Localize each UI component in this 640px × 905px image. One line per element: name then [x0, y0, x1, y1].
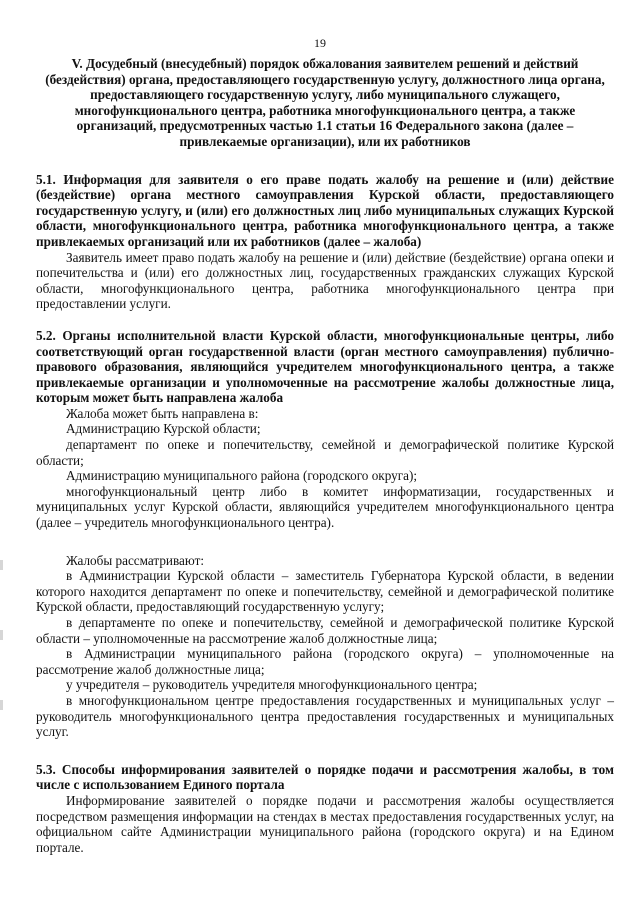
reviewers-intro: Жалобы рассматривают:	[66, 552, 205, 568]
reviewer-item: в многофункциональном центре предоставления государственных и муниципальных услуг – руководитель многофункционального центра предоставления государственных и муниципальных услуг.	[36, 692, 614, 740]
page-number: 19	[314, 36, 326, 50]
scan-mark	[0, 560, 3, 570]
section-title: V. Досудебный (внесудебный) порядок обжалования заявителем решений и действий (бездействия) органа, предоставляющего государственную услугу, должностного лица органа, предоставляющего государственную услугу, либо муниципального служащего, многофункционального центра, работника многофункционального центра, а также организаций, предусмотренных частью 1.1 статьи 16 Федерального закона (далее – привлекаемые организации), или их работников	[45, 56, 605, 149]
document-body	[36, 56, 614, 855]
subsection-5-3-heading: 5.3. Способы информирования заявителей о порядке подачи и рассмотрения жалобы, в том числе с использованием Единого портала	[36, 761, 614, 793]
scan-mark	[0, 630, 3, 640]
reviewer-item: в Администрации муниципального района (городского округа) – уполномоченные на рассмотрение жалоб должностные лица;	[36, 646, 614, 677]
send-to-intro: Жалоба может быть направлена в:	[66, 405, 259, 421]
send-to-item: Администрацию муниципального района (городского округа);	[66, 468, 418, 484]
scan-mark	[0, 700, 3, 710]
subsection-5-2-heading: 5.2. Органы исполнительной власти Курской области, многофункциональные центры, либо соответствующий орган государственной власти (орган местного самоуправления) публично-правового образования, являющийся учредителем многофункционального центра, а также привлекаемые организации и уполномоченные на рассмотрение жалобы должностные лица, которым может быть направлена жалоба	[36, 327, 614, 406]
reviewer-item: в Администрации Курской области – заместитель Губернатора Курской области, в ведении которого находится департамент по опеке и попечительству, семейной и демографической политике Курской области, предоставляющий государственную услугу;	[36, 568, 614, 615]
subsection-5-1-paragraph: Заявитель имеет право подать жалобу на решение и (или) действие (бездействие) органа опеки и попечительства и (или) его должностных лиц, государственных гражданских служащих Курской области, многофункционального центра, работника многофункционального центра при предоставлении услуги.	[36, 249, 614, 312]
send-to-item: департамент по опеке и попечительству, семейной и демографической политике Курской области;	[36, 437, 614, 468]
subsection-5-1-heading: 5.1. Информация для заявителя о его праве подать жалобу на решение и (или) действие (бездействие) органа местного самоуправления Курской области, предоставляющего государственную услугу, и (или) его должностных лиц либо муниципальных служащих Курской области, многофункционального центра, работника многофункционального центра, а также привлекаемых организаций или их работников (далее – жалоба)	[36, 171, 614, 249]
reviewer-item: в департаменте по опеке и попечительству, семейной и демографической политике Курской области – уполномоченные на рассмотрение жалоб должностные лица;	[36, 615, 614, 646]
subsection-5-3-paragraph: Информирование заявителей о порядке подачи и рассмотрения жалобы осуществляется посредством размещения информации на стендах в местах предоставления государственных услуг, на официальном сайте Администрации муниципального района (городского округа) и на Едином портале.	[36, 792, 614, 855]
send-to-item: Администрацию Курской области;	[66, 421, 261, 437]
send-to-item: многофункциональный центр либо в комитет информатизации, государственных и муниципальных услуг Курской области, являющийся учредителем многофункционального центра (далее – учредитель многофункционального центра).	[36, 483, 614, 531]
scan-edge-marks	[0, 560, 8, 770]
reviewer-item: у учредителя – руководитель учредителя многофункционального центра;	[66, 677, 478, 693]
